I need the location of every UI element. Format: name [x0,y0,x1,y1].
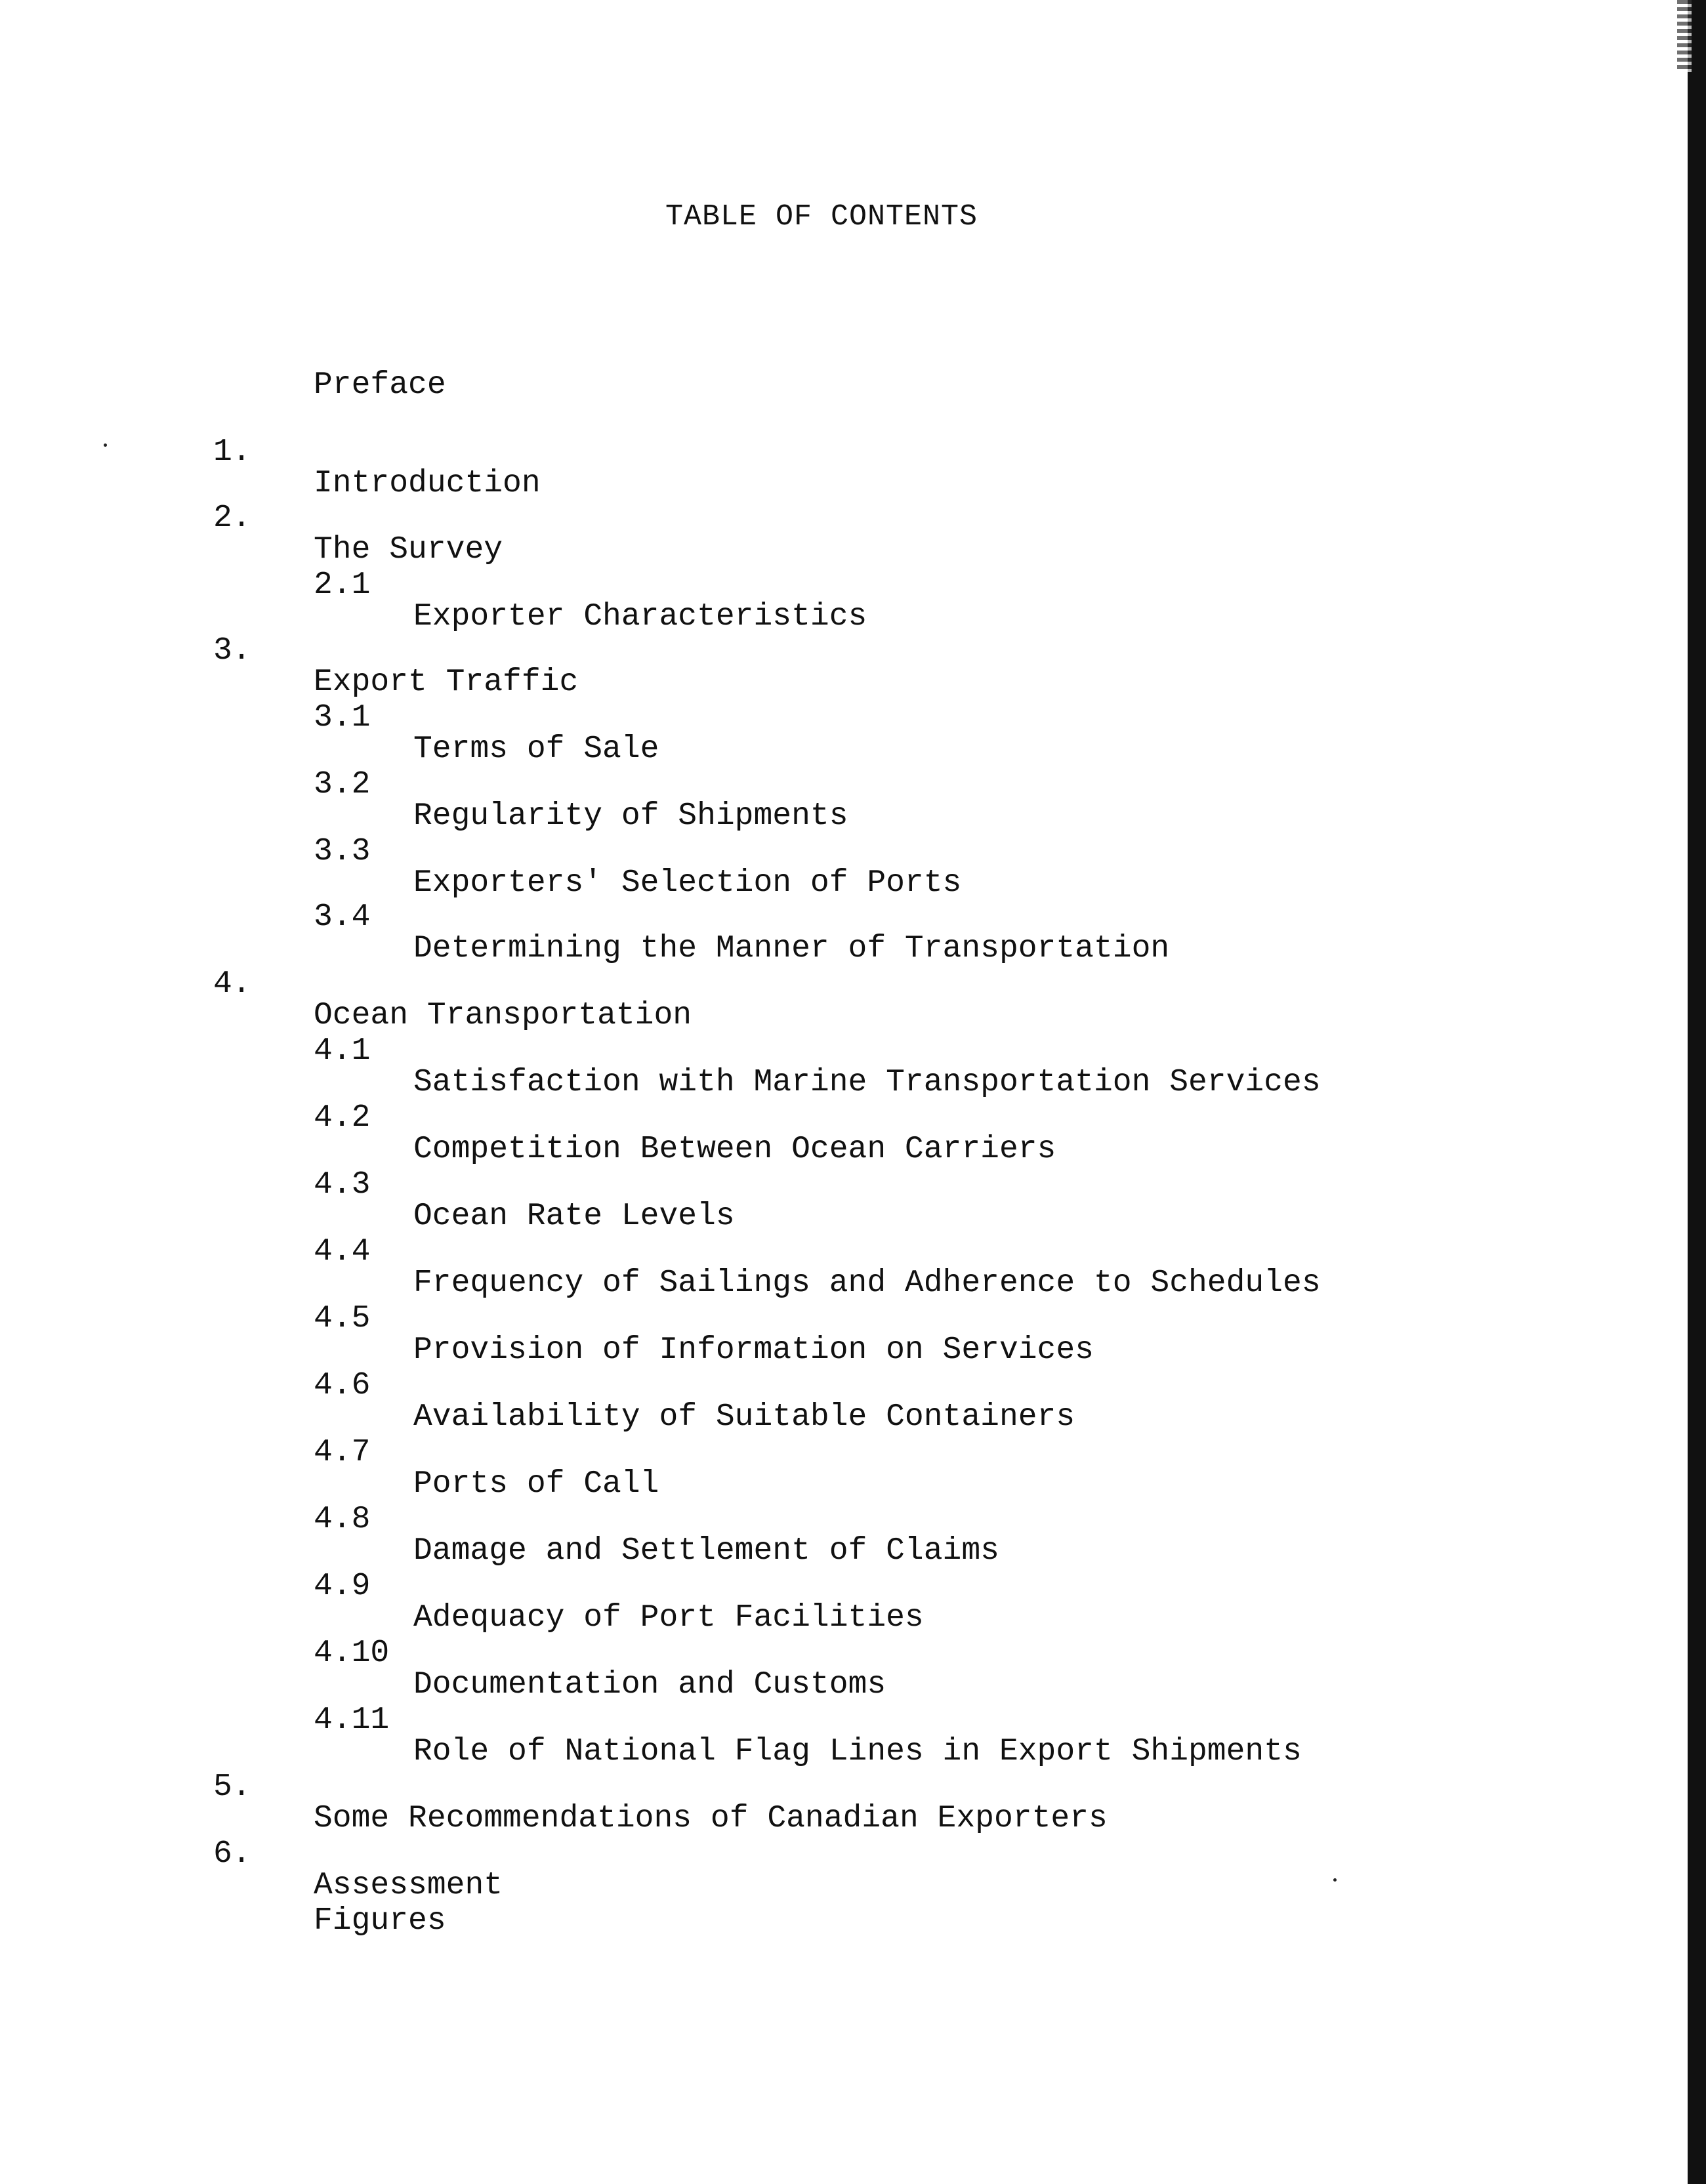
toc-subentry-title: Exporter Characteristics [413,599,867,634]
toc-subentry-number: 4.1 [314,1033,371,1069]
toc-subentry-title: Documentation and Customs [413,1667,886,1702]
toc-entry-title: Export Traffic [314,665,579,700]
toc-entry-title: Introduction [314,466,541,501]
toc-entry-title: Assessment [314,1868,503,1903]
toc-subentry-title: Ocean Rate Levels [413,1199,735,1234]
toc-subentry-number: 2.1 [314,567,371,603]
toc-subentry-number: 4.3 [314,1167,371,1203]
toc-subentry-title: Role of National Flag Lines in Export Shipments [413,1734,1302,1769]
toc-entry-title: Ocean Transportation [314,998,692,1033]
toc-subentry-number: 4.11 [314,1702,390,1738]
toc-entry-title: Figures [314,1903,446,1939]
toc-subentry-title: Terms of Sale [413,731,659,767]
toc-subentry-title: Satisfaction with Marine Transportation Services [413,1065,1321,1100]
toc-subentry-title: Availability of Suitable Containers [413,1399,1075,1435]
toc-subentry-number: 4.6 [314,1368,371,1403]
toc-subentry-title: Ports of Call [413,1466,659,1502]
toc-subentry-title: Determining the Manner of Transportation [413,931,1170,966]
scan-speck [104,443,107,447]
scan-speck [1333,1878,1337,1882]
toc-entry-title: The Survey [314,532,503,567]
toc-entry-title: Some Recommendations of Canadian Exporters [314,1801,1108,1836]
toc-entry-number: 2. [213,501,251,536]
toc-subentry-title: Regularity of Shipments [413,798,848,834]
toc-subentry-title: Competition Between Ocean Carriers [413,1132,1056,1167]
toc-subentry-number: 3.1 [314,700,371,735]
toc-subentry-number: 4.7 [314,1435,371,1470]
toc-subentry-number: 4.9 [314,1569,371,1604]
toc-subentry-number: 3.2 [314,767,371,802]
scan-edge-noise [1677,0,1692,72]
toc-subentry-title: Provision of Information on Services [413,1332,1094,1368]
toc-subentry-number: 4.8 [314,1502,371,1537]
toc-subentry-number: 4.4 [314,1234,371,1269]
toc-subentry-title: Exporters' Selection of Ports [413,865,962,901]
toc-subentry-number: 4.2 [314,1100,371,1136]
toc-entry-number: 5. [213,1769,251,1805]
toc-subentry-title: Damage and Settlement of Claims [413,1533,999,1569]
toc-subentry-title: Adequacy of Port Facilities [413,1600,924,1636]
toc-subentry-number: 4.10 [314,1636,390,1671]
toc-subentry-number: 3.3 [314,834,371,869]
toc-entry-number: 3. [213,633,251,669]
toc-subentry-title: Frequency of Sailings and Adherence to Schedules [413,1266,1321,1301]
toc-entry-number: 1. [213,434,251,470]
toc-entry-number: 6. [213,1836,251,1872]
toc-entry-title: Preface [314,367,446,403]
page-title: TABLE OF CONTENTS [665,200,978,234]
scan-edge-bar [1688,0,1706,2184]
toc-subentry-number: 4.5 [314,1301,371,1336]
toc-entry-number: 4. [213,966,251,1002]
toc-subentry-number: 3.4 [314,899,371,935]
